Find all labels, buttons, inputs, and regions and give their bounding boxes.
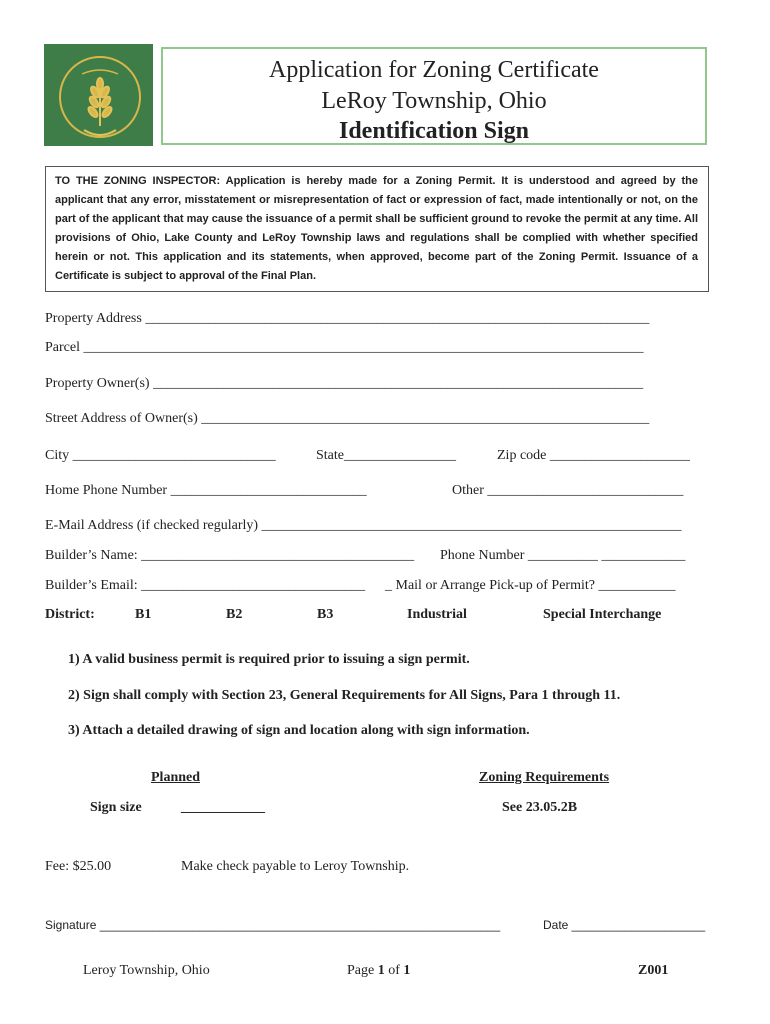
fee-payment-note: Make check payable to Leroy Township. (181, 859, 410, 874)
footer-page-number: Page 1 of 1 (347, 963, 411, 978)
signature-field[interactable]: Signature ____________________________________________________________ (45, 918, 501, 932)
property-owner-field[interactable]: Property Owner(s) ______________________________________________________________________ (45, 376, 644, 391)
property-address-field[interactable]: Property Address ________________________________________________________________________ (45, 311, 650, 326)
district-option-b1[interactable]: B1 (135, 607, 152, 622)
district-option-b2[interactable]: B2 (226, 607, 243, 622)
district-option-special-interchange[interactable]: Special Interchange (543, 607, 662, 622)
township-logo (44, 44, 153, 146)
city-field[interactable]: City _____________________________ (45, 448, 276, 463)
zip-code-field[interactable]: Zip code ____________________ (497, 448, 690, 463)
sign-size-label: Sign size (90, 800, 142, 815)
footer-township: Leroy Township, Ohio (83, 963, 210, 978)
builder-phone-field[interactable]: Phone Number __________ ____________ (440, 548, 686, 563)
state-field[interactable]: State________________ (316, 448, 456, 463)
zoning-notice: TO THE ZONING INSPECTOR: Application is hereby made for a Zoning Permit. It is understood and agreed by the applicant that any error, misstatement or misrepresentation of fact or expression of fact, made intentionally or not, on the part of the applicant that may cause the issuance of a permit shall be sufficient ground to revoke the permit at any time. All provisions of Ohio, Lake County and LeRoy Township laws and regulations shall be complied with whether specified herein or not. This application and its statements, when approved, become part of the Zoning Permit. Issuance of a Certificate is subject to approval of the Final Plan. (45, 166, 709, 292)
form-subtitle: Identification Sign (338, 118, 530, 144)
sign-size-planned-field[interactable]: ____________ (181, 800, 265, 815)
title-box (161, 47, 707, 145)
district-option-b3[interactable]: B3 (317, 607, 334, 622)
sign-size-zoning-value: See 23.05.2B (502, 800, 578, 815)
email-field[interactable]: E-Mail Address (if checked regularly) ____________________________________________________________ (45, 518, 682, 533)
district-label: District: (45, 607, 95, 622)
date-field[interactable]: Date ____________________ (543, 918, 706, 932)
pickup-permit-field[interactable]: _ Mail or Arrange Pick-up of Permit? ___________ (385, 578, 676, 593)
parcel-field[interactable]: Parcel ________________________________________________________________________________ (45, 340, 644, 355)
planned-header: Planned (151, 770, 201, 785)
home-phone-field[interactable]: Home Phone Number ____________________________ (45, 483, 367, 498)
district-option-industrial[interactable]: Industrial (407, 607, 467, 622)
requirement-item: 1) A valid business permit is required prior to issuing a sign permit. (68, 652, 470, 667)
form-code: Z001 (638, 963, 669, 978)
zoning-requirements-header: Zoning Requirements (479, 770, 610, 785)
form-title: Application for Zoning Certificate (269, 57, 599, 83)
builder-name-field[interactable]: Builder’s Name: _______________________________________ (45, 548, 415, 563)
fee-label: Fee: $25.00 (45, 859, 112, 874)
owner-street-address-field[interactable]: Street Address of Owner(s) ________________________________________________________________ (45, 411, 650, 426)
township-name: LeRoy Township, Ohio (321, 88, 547, 114)
requirement-item: 2) Sign shall comply with Section 23, General Requirements for All Signs, Para 1 through 11. (68, 688, 621, 703)
builder-email-field[interactable]: Builder’s Email: ________________________________ (45, 578, 366, 593)
other-phone-field[interactable]: Other ____________________________ (452, 483, 684, 498)
wheat-emblem-icon (44, 44, 153, 146)
requirement-item: 3) Attach a detailed drawing of sign and location along with sign information. (68, 723, 530, 738)
